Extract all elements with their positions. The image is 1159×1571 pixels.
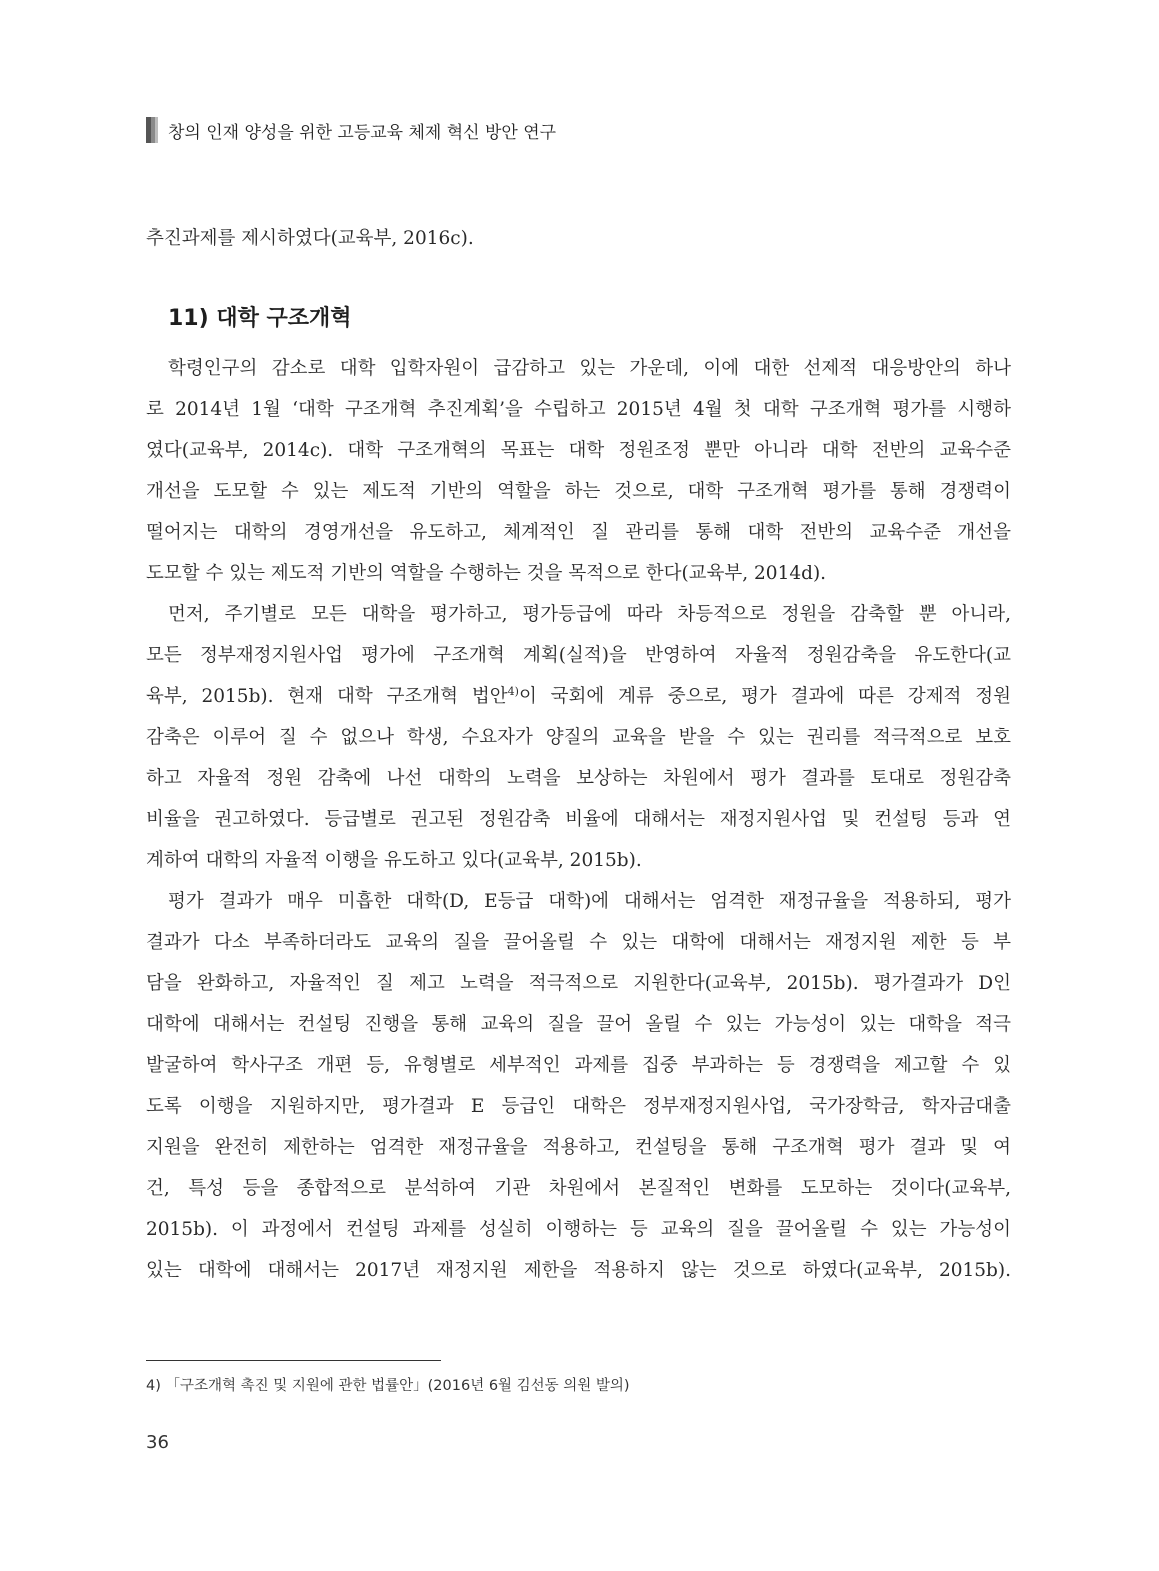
header-title: 창의 인재 양성을 위한 고등교육 체제 혁신 방안 연구: [168, 122, 557, 143]
paragraph-line: 대학에 대해서는 컨설팅 진행을 통해 교육의 질을 끌어 올릴 수 있는 가능성이 있는 대학을 적극: [146, 1014, 1011, 1035]
page-number: 36: [146, 1432, 169, 1453]
paragraph-line: 있는 대학에 대해서는 2017년 재정지원 제한을 적용하지 않는 것으로 하였다(교육부, 2015b).: [146, 1260, 1011, 1281]
footnote-divider: [146, 1360, 441, 1361]
paragraph-line: 담을 완화하고, 자율적인 질 제고 노력을 적극적으로 지원한다(교육부, 2015b). 평가결과가 D인: [146, 973, 1011, 994]
paragraph-line: 학령인구의 감소로 대학 입학자원이 급감하고 있는 가운데, 이에 대한 선제적 대응방안의 하나: [168, 358, 1011, 379]
paragraph-line: 하고 자율적 정원 감축에 나선 대학의 노력을 보상하는 차원에서 평가 결과를 토대로 정원감축: [146, 768, 1011, 789]
header-bars-icon: [146, 117, 158, 143]
paragraph-line-part: 육부, 2015b). 현재 대학 구조개혁 법안: [146, 686, 508, 707]
paragraph-line: 떨어지는 대학의 경영개선을 유도하고, 체계적인 질 관리를 통해 대학 전반의 교육수준 개선을: [146, 522, 1011, 543]
paragraph-line: 도록 이행을 지원하지만, 평가결과 E 등급인 대학은 정부재정지원사업, 국가장학금, 학자금대출: [146, 1096, 1011, 1117]
paragraph-line-with-footnote: [146, 684, 1011, 710]
paragraph-line-part: 이 국회에 계류 중으로, 평가 결과에 따른 강제적 정원: [518, 686, 1011, 707]
paragraph-line: 평가 결과가 매우 미흡한 대학(D, E등급 대학)에 대해서는 엄격한 재정규율을 적용하되, 평가: [168, 891, 1011, 912]
paragraph-line: 결과가 다소 부족하더라도 교육의 질을 끌어올릴 수 있는 대학에 대해서는 재정지원 제한 등 부: [146, 932, 1011, 953]
paragraph-line: 도모할 수 있는 제도적 기반의 역할을 수행하는 것을 목적으로 한다(교육부, 2014d).: [146, 563, 827, 584]
footnote: 4) 「구조개혁 촉진 및 지원에 관한 법률안」(2016년 6월 김선동 의원 발의): [146, 1378, 630, 1394]
paragraph-line: 모든 정부재정지원사업 평가에 구조개혁 계획(실적)을 반영하여 자율적 정원감축을 유도한다(교: [146, 645, 1011, 666]
paragraph-line: 발굴하여 학사구조 개편 등, 유형별로 세부적인 과제를 집중 부과하는 등 경쟁력을 제고할 수 있: [146, 1055, 1011, 1076]
paragraph-line: 계하여 대학의 자율적 이행을 유도하고 있다(교육부, 2015b).: [146, 850, 642, 871]
paragraph-line: 였다(교육부, 2014c). 대학 구조개혁의 목표는 대학 정원조정 뿐만 아니라 대학 전반의 교육수준: [146, 440, 1011, 461]
paragraph-line: 감축은 이루어 질 수 없으나 학생, 수요자가 양질의 교육을 받을 수 있는 권리를 적극적으로 보호: [146, 727, 1011, 748]
paragraph-line: 건, 특성 등을 종합적으로 분석하여 기관 차원에서 본질적인 변화를 도모하는 것이다(교육부,: [146, 1178, 1011, 1199]
paragraph-line: 먼저, 주기별로 모든 대학을 평가하고, 평가등급에 따라 차등적으로 정원을 감축할 뿐 아니라,: [168, 604, 1011, 625]
running-header: [146, 116, 556, 144]
paragraph-line: 2015b). 이 과정에서 컨설팅 과제를 성실히 이행하는 등 교육의 질을 끌어올릴 수 있는 가능성이: [146, 1219, 1011, 1240]
paragraph-line: 지원을 완전히 제한하는 엄격한 재정규율을 적용하고, 컨설팅을 통해 구조개혁 평가 결과 및 여: [146, 1137, 1011, 1158]
paragraph-line: 비율을 권고하였다. 등급별로 권고된 정원감축 비율에 대해서는 재정지원사업 및 컨설팅 등과 연: [146, 809, 1011, 830]
footnote-marker: 4): [507, 685, 519, 698]
intro-line: 추진과제를 제시하였다(교육부, 2016c).: [146, 228, 474, 249]
paragraph-line: 개선을 도모할 수 있는 제도적 기반의 역할을 하는 것으로, 대학 구조개혁 평가를 통해 경쟁력이: [146, 481, 1011, 502]
paragraph-line: 로 2014년 1월 ‘대학 구조개혁 추진계획’을 수립하고 2015년 4월 첫 대학 구조개혁 평가를 시행하: [146, 399, 1011, 420]
section-heading: 11) 대학 구조개혁: [168, 306, 352, 331]
